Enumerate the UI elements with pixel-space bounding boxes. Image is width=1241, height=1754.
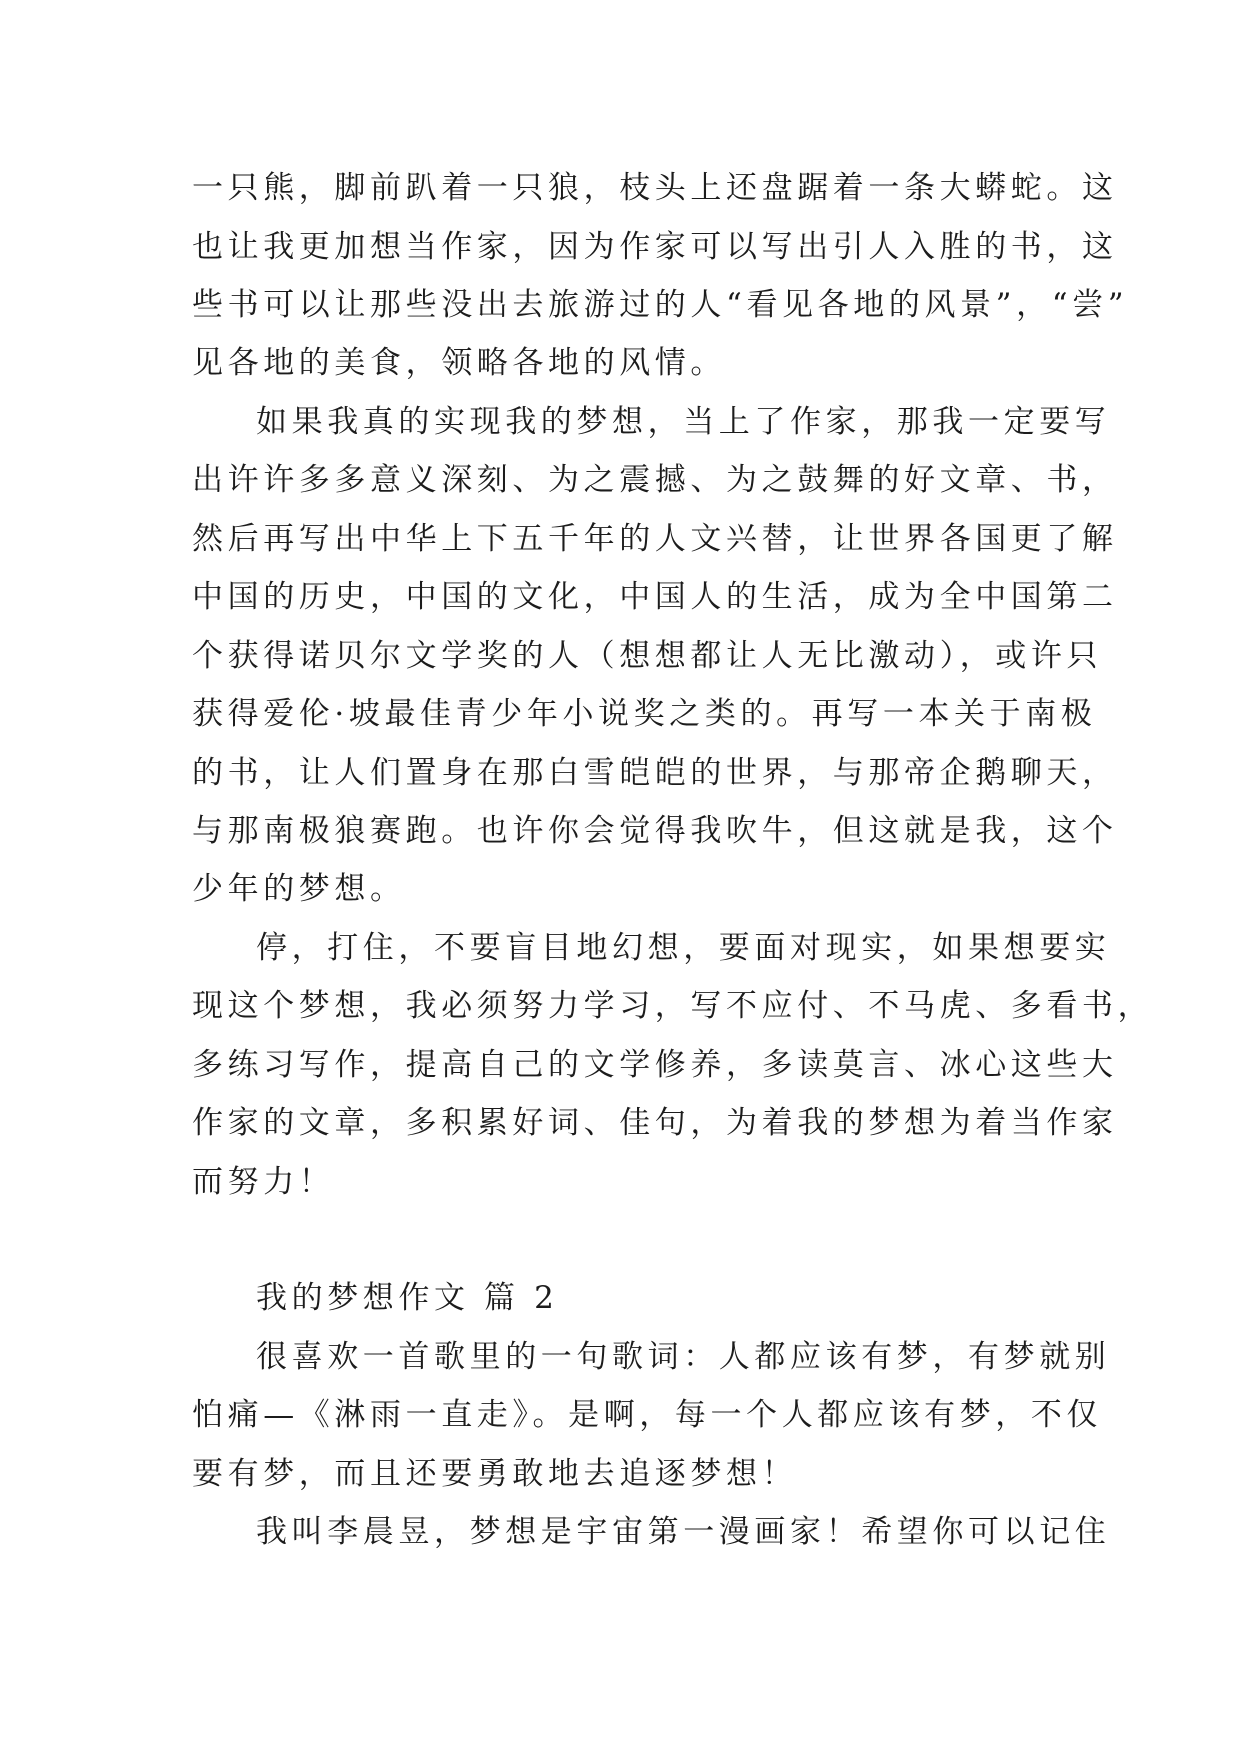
text-line: 然后再写出中华上下五千年的人文兴替，让世界各国更了解 bbox=[192, 521, 1118, 557]
paragraph-start-line: 我叫李晨昱，梦想是宇宙第一漫画家！希望你可以记住 bbox=[256, 1514, 1111, 1550]
text-line: 的书，让人们置身在那白雪皑皑的世界，与那帝企鹅聊天， bbox=[192, 755, 1118, 791]
text-line: 中国的历史，中国的文化，中国人的生活，成为全中国第二 bbox=[192, 579, 1118, 615]
text-line: 也让我更加想当作家，因为作家可以写出引人入胜的书，这 bbox=[192, 229, 1118, 265]
paragraph-start-line: 如果我真的实现我的梦想，当上了作家，那我一定要写 bbox=[256, 404, 1111, 440]
text-line: 而努力！ bbox=[192, 1164, 335, 1200]
text-line: 多练习写作，提高自己的文学修养，多读莫言、冰心这些大 bbox=[192, 1047, 1118, 1083]
text-line: 获得爱伦·坡最佳青少年小说奖之类的。再写一本关于南极 bbox=[192, 696, 1097, 732]
text-line: 些书可以让那些没出去旅游过的人“看见各地的风景”，“尝” bbox=[192, 287, 1129, 323]
text-line: 与那南极狼赛跑。也许你会觉得我吹牛，但这就是我，这个 bbox=[192, 813, 1118, 849]
text-line: 作家的文章，多积累好词、佳句，为着我的梦想为着当作家 bbox=[192, 1105, 1118, 1141]
text-line: 个获得诺贝尔文学奖的人（想想都让人无比激动），或许只 bbox=[192, 638, 1103, 674]
section-heading: 我的梦想作文 篇 2 bbox=[256, 1280, 559, 1316]
text-line: 怕痛—《淋雨一直走》。是啊，每一个人都应该有梦，不仅 bbox=[192, 1397, 1103, 1433]
paragraph-start-line: 停，打住，不要盲目地幻想，要面对现实，如果想要实 bbox=[256, 930, 1111, 966]
text-line: 见各地的美食，领略各地的风情。 bbox=[192, 345, 726, 381]
text-line: 现这个梦想，我必须努力学习，写不应付、不马虎、多看书， bbox=[192, 988, 1154, 1024]
text-line: 要有梦，而且还要勇敢地去追逐梦想！ bbox=[192, 1456, 798, 1492]
text-line: 出许许多多意义深刻、为之震撼、为之鼓舞的好文章、书， bbox=[192, 462, 1118, 498]
paragraph-start-line: 很喜欢一首歌里的一句歌词：人都应该有梦，有梦就别 bbox=[256, 1339, 1111, 1375]
text-line: 少年的梦想。 bbox=[192, 871, 406, 907]
text-line: 一只熊，脚前趴着一只狼，枝头上还盘踞着一条大蟒蛇。这 bbox=[192, 170, 1118, 206]
